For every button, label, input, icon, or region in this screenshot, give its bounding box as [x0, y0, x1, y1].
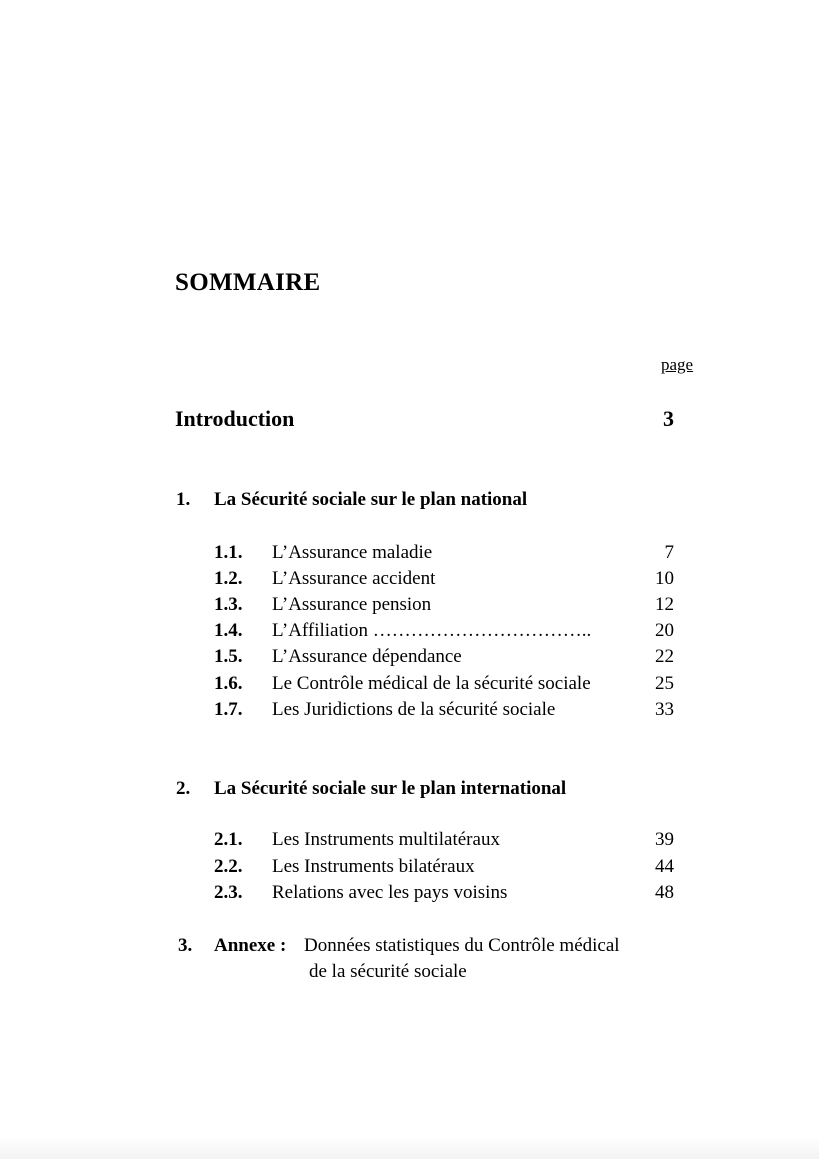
toc-item-title: L’Assurance dépendance: [272, 646, 462, 667]
toc-item-number: 1.6.: [214, 673, 243, 694]
toc-item-title: Les Instruments bilatéraux: [272, 856, 475, 877]
toc-item-page: 39: [655, 829, 674, 850]
toc-item-title: Les Juridictions de la sécurité sociale: [272, 699, 556, 720]
toc-item-page: 7: [664, 542, 674, 563]
toc-section3-number: 3.: [178, 935, 193, 956]
toc-item-title: Le Contrôle médical de la sécurité sociale: [272, 673, 591, 694]
toc-item-number: 1.7.: [214, 699, 243, 720]
toc-item-number: 1.1.: [214, 542, 243, 563]
toc-item-page: 33: [655, 699, 674, 720]
toc-item-title: L’Assurance accident: [272, 568, 436, 589]
toc-item-number: 1.4.: [214, 620, 243, 641]
toc-item-page: 48: [655, 882, 674, 903]
toc-item-page: 25: [655, 673, 674, 694]
toc-item-page: 12: [655, 594, 674, 615]
toc-introduction-label: Introduction: [175, 406, 295, 431]
toc-section2-title: La Sécurité sociale sur le plan international: [214, 778, 567, 799]
toc-item-title: Relations avec les pays voisins: [272, 882, 508, 903]
toc-item-page: 10: [655, 568, 674, 589]
toc-annex-label: Annexe :: [214, 935, 287, 956]
toc-section1-number: 1.: [176, 489, 191, 510]
toc-item-title: L’Assurance pension: [272, 594, 432, 615]
toc-section2-number: 2.: [176, 778, 191, 799]
toc-introduction-page: 3: [663, 406, 674, 431]
page-title: SOMMAIRE: [175, 269, 321, 296]
toc-item-number: 2.1.: [214, 829, 243, 850]
toc-item-number: 1.3.: [214, 594, 243, 615]
toc-item-number: 1.5.: [214, 646, 243, 667]
toc-item-page: 20: [655, 620, 674, 641]
toc-annex-text-line1: Données statistiques du Contrôle médical: [304, 935, 620, 956]
toc-item-page: 44: [655, 856, 674, 877]
toc-item-title: L’Affiliation ……………………………..: [272, 620, 592, 641]
toc-annex-text-line2: de la sécurité sociale: [309, 961, 467, 982]
toc-section1-title: La Sécurité sociale sur le plan national: [214, 489, 528, 510]
toc-item-number: 1.2.: [214, 568, 243, 589]
page-bottom-edge: [0, 1137, 819, 1159]
toc-item-number: 2.2.: [214, 856, 243, 877]
toc-item-number: 2.3.: [214, 882, 243, 903]
toc-item-title: Les Instruments multilatéraux: [272, 829, 500, 850]
toc-item-page: 22: [655, 646, 674, 667]
page-column-label: page: [661, 355, 694, 374]
toc-item-title: L’Assurance maladie: [272, 542, 433, 563]
